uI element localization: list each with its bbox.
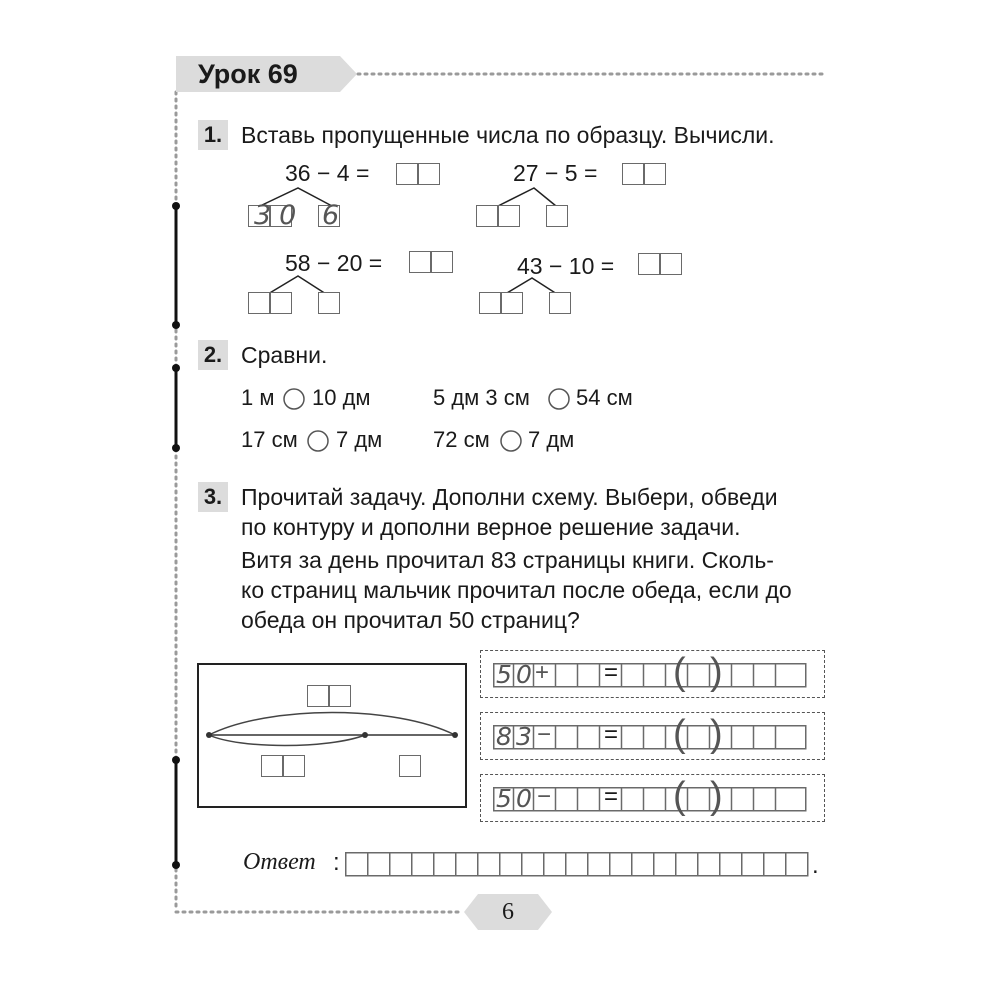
result-box[interactable] bbox=[396, 163, 418, 185]
solution-bracket-right: ) bbox=[710, 775, 723, 817]
solution-option-2[interactable] bbox=[480, 712, 825, 760]
result-box[interactable] bbox=[622, 163, 644, 185]
comparison-3-left: 17 см bbox=[241, 427, 298, 452]
tens-box[interactable] bbox=[498, 205, 520, 227]
comparison-2-left: 5 дм 3 см bbox=[433, 385, 530, 410]
example-3-expression: 58 − 20 = bbox=[285, 250, 383, 276]
scheme-part-box[interactable] bbox=[283, 755, 305, 777]
tens-box[interactable] bbox=[248, 292, 270, 314]
comparison-1-right: 10 дм bbox=[312, 385, 371, 410]
task3-number: 3. bbox=[198, 482, 228, 512]
example-4-expression: 43 − 10 = bbox=[517, 253, 615, 279]
compare-circle[interactable] bbox=[547, 387, 571, 411]
example-1-units-digit: 6 bbox=[322, 200, 340, 231]
scheme-total-box[interactable] bbox=[307, 685, 329, 707]
tens-box[interactable] bbox=[479, 292, 501, 314]
solution-digit: 5 bbox=[496, 660, 512, 689]
solution-bracket-left: ( bbox=[673, 713, 686, 755]
answer-end: . bbox=[812, 852, 819, 879]
solution-operator: − bbox=[537, 783, 552, 810]
solution-bracket-left: ( bbox=[673, 775, 686, 817]
page-number: 6 bbox=[502, 899, 514, 925]
comparison-2-right: 54 см bbox=[576, 385, 633, 410]
comparison-4-right: 7 дм bbox=[528, 427, 575, 452]
scheme-part-box[interactable] bbox=[261, 755, 283, 777]
solution-bracket-right: ) bbox=[710, 713, 723, 755]
solution-digit: 0 bbox=[516, 660, 532, 689]
solution-bracket-left: ( bbox=[673, 651, 686, 693]
lesson-title: Урок 69 bbox=[198, 59, 298, 89]
scheme-diagram bbox=[197, 663, 467, 808]
comparison-1-left: 1 м bbox=[241, 385, 275, 410]
task3-instruction-line: по контуру и дополни верное решение задачи. bbox=[241, 514, 741, 540]
solution-equals: = bbox=[604, 783, 619, 810]
result-box[interactable] bbox=[644, 163, 666, 185]
task1-instruction: Вставь пропущенные числа по образцу. Вычисли. bbox=[241, 122, 775, 148]
problem-text-line: Витя за день прочитал 83 страницы книги. Сколь- bbox=[241, 547, 774, 573]
tens-box[interactable] bbox=[270, 292, 292, 314]
task2-instruction: Сравни. bbox=[241, 342, 328, 368]
solution-equals: = bbox=[604, 721, 619, 748]
example-1-tens-digits: 30 bbox=[254, 200, 305, 231]
problem-text-line: обеда он прочитал 50 страниц? bbox=[241, 607, 580, 633]
units-box[interactable] bbox=[318, 292, 340, 314]
solution-option-1[interactable] bbox=[480, 650, 825, 698]
result-box[interactable] bbox=[638, 253, 660, 275]
result-box[interactable] bbox=[660, 253, 682, 275]
solution-digit: 8 bbox=[496, 722, 512, 751]
answer-label: Ответ bbox=[243, 849, 316, 875]
result-box[interactable] bbox=[418, 163, 440, 185]
solution-operator: − bbox=[537, 721, 552, 748]
answer-grid[interactable] bbox=[345, 852, 815, 878]
tens-box[interactable] bbox=[501, 292, 523, 314]
compare-circle[interactable] bbox=[282, 387, 306, 411]
task1-number: 1. bbox=[198, 120, 228, 150]
solution-equals: = bbox=[604, 659, 619, 686]
scheme-total-box[interactable] bbox=[329, 685, 351, 707]
task2-number: 2. bbox=[198, 340, 228, 370]
comparison-3-right: 7 дм bbox=[336, 427, 383, 452]
compare-circle[interactable] bbox=[499, 429, 523, 453]
solution-digit: 5 bbox=[496, 784, 512, 813]
example-2-expression: 27 − 5 = bbox=[513, 160, 598, 186]
task3-instruction-line: Прочитай задачу. Дополни схему. Выбери, обведи bbox=[241, 484, 778, 510]
units-box[interactable] bbox=[546, 205, 568, 227]
problem-text-line: ко страниц мальчик прочитал после обеда, если до bbox=[241, 577, 792, 603]
solution-digit: 3 bbox=[516, 722, 532, 751]
scheme-part-box[interactable] bbox=[399, 755, 421, 777]
answer-colon: : bbox=[333, 849, 340, 876]
solution-digit: 0 bbox=[516, 784, 532, 813]
units-box[interactable] bbox=[549, 292, 571, 314]
comparison-4-left: 72 см bbox=[433, 427, 490, 452]
tens-box[interactable] bbox=[476, 205, 498, 227]
compare-circle[interactable] bbox=[306, 429, 330, 453]
result-box[interactable] bbox=[431, 251, 453, 273]
solution-operator: + bbox=[535, 659, 550, 686]
result-box[interactable] bbox=[409, 251, 431, 273]
example-1-expression: 36 − 4 = bbox=[285, 160, 370, 186]
solution-option-3[interactable] bbox=[480, 774, 825, 822]
solution-bracket-right: ) bbox=[710, 651, 723, 693]
